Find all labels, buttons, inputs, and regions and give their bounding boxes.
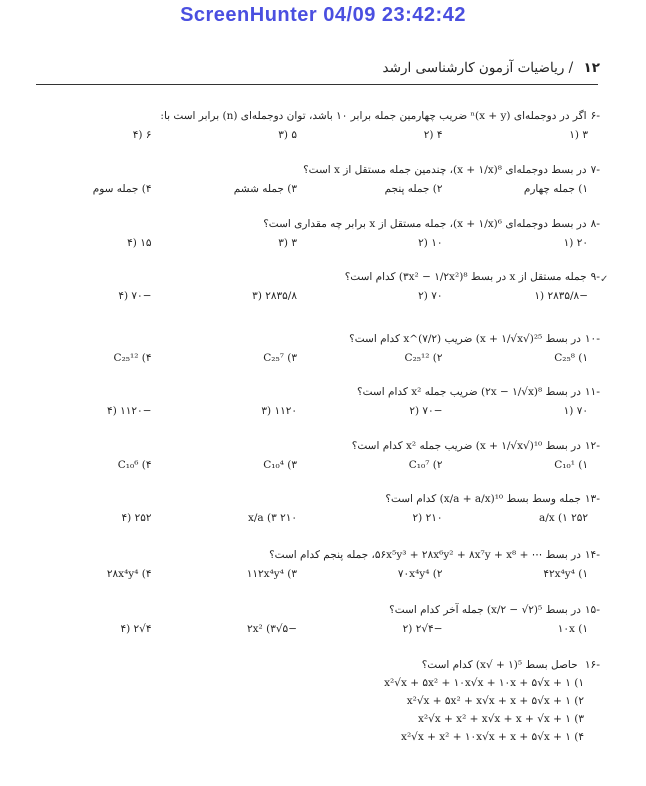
question-block [20, 440, 602, 471]
question-block [20, 333, 602, 364]
question-stem [20, 271, 602, 283]
question-number: -۸ [590, 218, 600, 230]
question-text: در بسط ⁵(x/۲ − √۲) جمله آخر کدام است؟ [389, 604, 581, 616]
option-3: C₂₅⁷ (۳ [263, 352, 297, 364]
question-block [20, 110, 602, 141]
question-stem [20, 386, 602, 398]
question-stem [20, 604, 602, 616]
option-1: ۴۲x⁴y⁴ (۱ [543, 568, 588, 580]
question-text: در بسط ⁸(۲x − ۱/√x) ضریب جمله x² کدام است؟ [357, 386, 581, 398]
question-stem [20, 110, 602, 122]
options-row [20, 623, 602, 635]
option-2: ۷۰x⁴y⁴ (۲ [397, 568, 443, 580]
question-number: -۱۶ [584, 659, 600, 671]
options-row [20, 129, 602, 141]
option-2: −۷۰ (۲ [409, 405, 443, 417]
option-4: C₁₀⁶ (۴ [117, 459, 152, 471]
option-2: C₂₅¹² (۲ [404, 352, 443, 364]
option-1: ۱) جمله چهارم [523, 183, 588, 195]
question-text: در بسط ²⁵(√x + ۱/√x) ضریب x^(۷/۲) کدام است؟ [349, 333, 581, 345]
option-4: ۱۵ (۴ [127, 237, 152, 249]
option-3: x²√x + x² + x√x + x + √x + ۱ (۳ [417, 713, 584, 725]
question-block [20, 604, 602, 635]
question-16 [20, 659, 602, 743]
question-text: در بسط دوجمله‌ای ⁶(x + ۱/x)، جمله مستقل از x برابر چه مقداری است؟ [263, 218, 587, 230]
option-3: ۳ (۳ [278, 237, 297, 249]
question-stem [20, 493, 602, 505]
question-number: -۱۲ [584, 440, 600, 452]
options-row [20, 352, 602, 364]
option-4: ۶ (۴ [132, 129, 152, 141]
question-number: -۱۵ [584, 604, 600, 616]
question-text: در بسط ¹⁰(√x + ۱/√x) ضریب جمله x² کدام است؟ [351, 440, 581, 452]
option-3: ۱۱۲۰ (۳ [261, 405, 297, 417]
option-3: ۲۱۰ x/a (۳ [247, 512, 297, 524]
option-1: ۲۰ (۱ [563, 237, 588, 249]
question-block [20, 164, 602, 195]
option-3: ۵ (۳ [278, 129, 297, 141]
option-3: ۲۸۳۵/۸ (۳ [252, 290, 297, 302]
question-number: -۶ [590, 110, 600, 122]
question-number: -۹ [590, 271, 600, 283]
question-stem [20, 333, 602, 345]
option-4: x²√x + x² + ۱۰x√x + x + ۵√x + ۱ (۴ [401, 731, 584, 743]
question-stem [20, 218, 602, 230]
option-1: C₁₀¹ (۱ [554, 459, 588, 471]
header-rule [36, 84, 598, 85]
options-row [20, 405, 602, 417]
option-1: −۲۸۳۵/۸ (۱ [534, 290, 588, 302]
option-1: ۳ (۱ [569, 129, 588, 141]
question-text: در بسط ⋯ + ۵۶x⁵y³ + ۲۸x⁶y² + ۸x⁷y + x⁸، جمله پنجم کدام است؟ [269, 549, 581, 561]
check-mark-icon: ✓ [600, 274, 609, 285]
option-3: −۵√۲x² (۳ [246, 623, 297, 635]
question-number: -۱۰ [584, 333, 600, 345]
option-3: ۳) جمله ششم [233, 183, 297, 195]
question-block [20, 271, 602, 302]
question-text: حاصل بسط ⁵(۱ + √x) کدام است؟ [421, 659, 578, 671]
question-number: -۱۳ [584, 493, 600, 505]
question-block [20, 493, 602, 524]
question-text: جمله مستقل از x در بسط ⁸(۳x² − ۱/۲x²) کدام است؟ [344, 271, 587, 283]
question-stem [20, 549, 602, 561]
options-row [20, 290, 602, 302]
option-2: ۱۰ (۲ [418, 237, 443, 249]
question-stem [20, 164, 602, 176]
question-stem [20, 440, 602, 452]
option-3: ۱۱۲x⁴y⁴ (۳ [246, 568, 297, 580]
question-number: -۱۱ [584, 386, 600, 398]
option-4: ۲۵۲ (۴ [121, 512, 152, 524]
options-row [20, 237, 602, 249]
option-4: −۷۰ (۴ [118, 290, 152, 302]
options-row [20, 183, 602, 195]
book-title: ریاضیات آزمون کارشناسی ارشد [382, 60, 565, 76]
option-4: ۴) جمله سوم [92, 183, 152, 195]
option-4: C₂₅¹² (۴ [113, 352, 152, 364]
option-2: −۴√۲ (۲ [402, 623, 443, 635]
question-block [20, 218, 602, 249]
option-1: ۱۰x (۱ [557, 623, 588, 635]
option-2: x²√x + ۵x² + x√x + x + ۵√x + ۱ (۲ [406, 695, 584, 707]
question-text: جمله وسط بسط ¹⁰(x/a + a/x) کدام است؟ [385, 493, 581, 505]
page-number: ۱۲ [583, 60, 600, 76]
question-block [20, 386, 602, 417]
option-2: ۴ (۲ [423, 129, 443, 141]
option-2: C₁₀⁷ (۲ [408, 459, 443, 471]
option-4: ۴√۲ (۴ [120, 623, 152, 635]
question-text: در بسط دوجمله‌ای ⁸(x + ۱/x)، چندمین جمله مستقل از x است؟ [303, 164, 587, 176]
option-1: C₂₅⁸ (۱ [554, 352, 588, 364]
question-stem [20, 659, 602, 671]
options-row [20, 459, 602, 471]
option-2: ۷۰ (۲ [418, 290, 443, 302]
page-header [368, 60, 600, 82]
question-number: -۱۴ [584, 549, 600, 561]
options-row [20, 568, 602, 580]
question-number: -۷ [590, 164, 600, 176]
option-3: C₁₀⁴ (۳ [263, 459, 297, 471]
screenhunter-watermark: ScreenHunter 04/09 23:42:42 [180, 4, 466, 26]
option-2: ۲۱۰ (۲ [412, 512, 443, 524]
option-2: ۲) جمله پنجم [384, 183, 443, 195]
option-4: ۲۸x⁴y⁴ (۴ [106, 568, 152, 580]
question-block [20, 549, 602, 580]
option-4: −۱۱۲۰ (۴ [107, 405, 152, 417]
option-1: x²√x + ۵x² + ۱۰x√x + ۱۰x + ۵√x + ۱ (۱ [384, 677, 584, 689]
option-1: ۷۰ (۱ [563, 405, 588, 417]
question-text: اگر در دوجمله‌ای ⁿ(x + y) ضریب چهارمین جمله برابر ۱۰ باشد، توان دوجمله‌ای (n) برابر است با: [160, 110, 587, 122]
option-1: ۲۵۲ a/x (۱ [538, 512, 588, 524]
options-row [20, 512, 602, 524]
header-separator: / [568, 60, 574, 76]
